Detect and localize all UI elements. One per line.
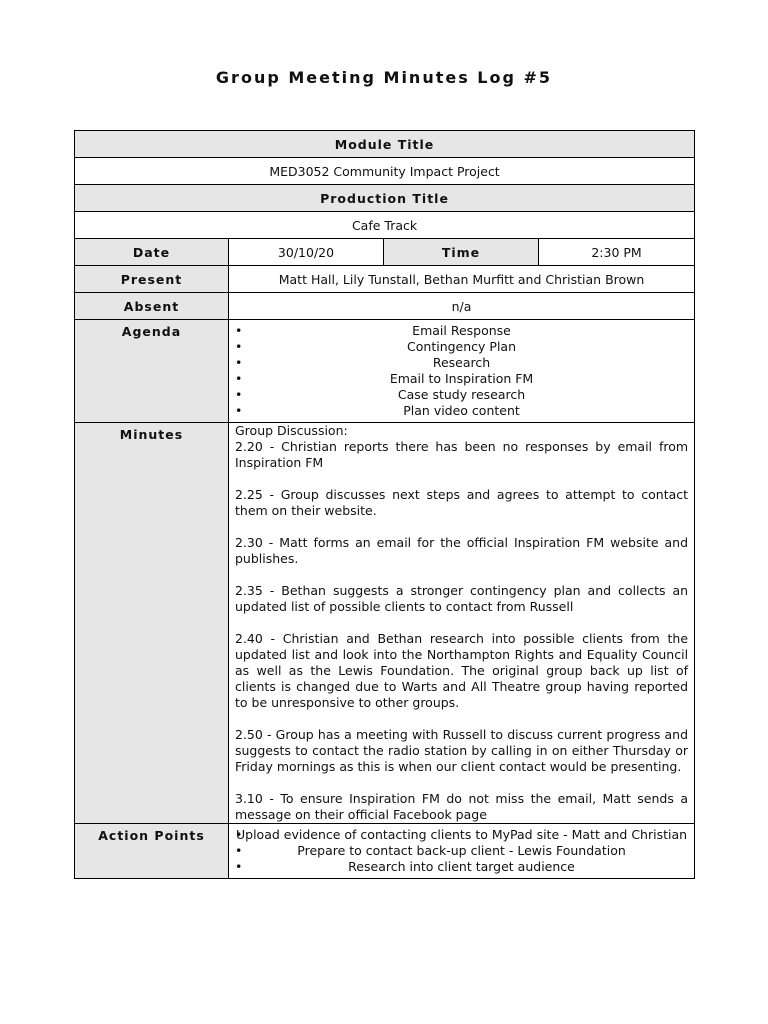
- agenda-cell: [229, 320, 695, 423]
- document-title: Group Meeting Minutes Log #5: [215, 68, 553, 87]
- minutes-entry: 2.50 - Group has a meeting with Russell to discuss current progress and suggests to contact the radio station by calling in on either Thursday or Friday mornings as this is when our client contact would be presenting.: [235, 727, 689, 774]
- production-title-label: Production Title: [75, 185, 695, 212]
- date-value: 30/10/20: [229, 239, 384, 266]
- present-label: Present: [75, 266, 229, 293]
- absent-value: n/a: [229, 293, 695, 320]
- minutes-row: [75, 423, 695, 824]
- production-title-header-row: [75, 185, 695, 212]
- module-title-header-row: [75, 131, 695, 158]
- minutes-entry: 2.30 - Matt forms an email for the official Inspiration FM website and publishes.: [235, 535, 689, 566]
- agenda-row: [75, 320, 695, 423]
- minutes-cell: [229, 423, 695, 824]
- module-title-value-row: [75, 158, 695, 185]
- agenda-item: • Email Response: [235, 323, 688, 339]
- production-title-value-row: [75, 212, 695, 239]
- minutes-entry: 2.40 - Christian and Bethan research into possible clients from the updated list and look into the Northampton Rights and Equality Council as well as the Lewis Foundation. The original group back up list of clients is changed due to Warts and All Theatre group having reported to be unresponsive to other groups.: [235, 631, 689, 710]
- absent-row: [75, 293, 695, 320]
- module-title-label: Module Title: [75, 131, 695, 158]
- time-label: Time: [384, 239, 539, 266]
- agenda-label: Agenda: [75, 320, 229, 423]
- minutes-entry: 2.25 - Group discusses next steps and agrees to attempt to contact them on their website.: [235, 487, 689, 518]
- present-row: [75, 266, 695, 293]
- minutes-table: [74, 130, 695, 879]
- production-title-value: Cafe Track: [75, 212, 695, 239]
- absent-label: Absent: [75, 293, 229, 320]
- minutes-entry: 3.10 - To ensure Inspiration FM do not miss the email, Matt sends a message on their official Facebook page: [235, 791, 689, 822]
- module-title-value: MED3052 Community Impact Project: [75, 158, 695, 185]
- agenda-item: • Contingency Plan: [235, 339, 688, 355]
- date-label: Date: [75, 239, 229, 266]
- agenda-item: • Research: [235, 355, 688, 371]
- action-points-label: Action Points: [75, 824, 229, 879]
- present-value: Matt Hall, Lily Tunstall, Bethan Murfitt and Christian Brown: [229, 266, 695, 293]
- action-points-list: [235, 824, 688, 878]
- agenda-list: [235, 320, 688, 422]
- agenda-item: • Email to Inspiration FM: [235, 371, 688, 387]
- minutes-entry: 2.35 - Bethan suggests a stronger contingency plan and collects an updated list of possible clients to contact from Russell: [235, 583, 689, 614]
- date-time-row: [75, 239, 695, 266]
- action-point-item: • Research into client target audience: [235, 859, 688, 875]
- minutes-heading: Group Discussion:: [235, 423, 348, 438]
- agenda-item: • Plan video content: [235, 403, 688, 419]
- time-value: 2:30 PM: [539, 239, 695, 266]
- action-point-item: • Upload evidence of contacting clients to MyPad site - Matt and Christian: [235, 827, 688, 843]
- action-point-item: • Prepare to contact back-up client - Lewis Foundation: [235, 843, 688, 859]
- action-points-row: [75, 824, 695, 879]
- action-points-cell: [229, 824, 695, 879]
- agenda-item: • Case study research: [235, 387, 688, 403]
- minutes-entry: 2.20 - Christian reports there has been no responses by email from Inspiration FM: [235, 439, 689, 470]
- minutes-label: Minutes: [75, 423, 229, 824]
